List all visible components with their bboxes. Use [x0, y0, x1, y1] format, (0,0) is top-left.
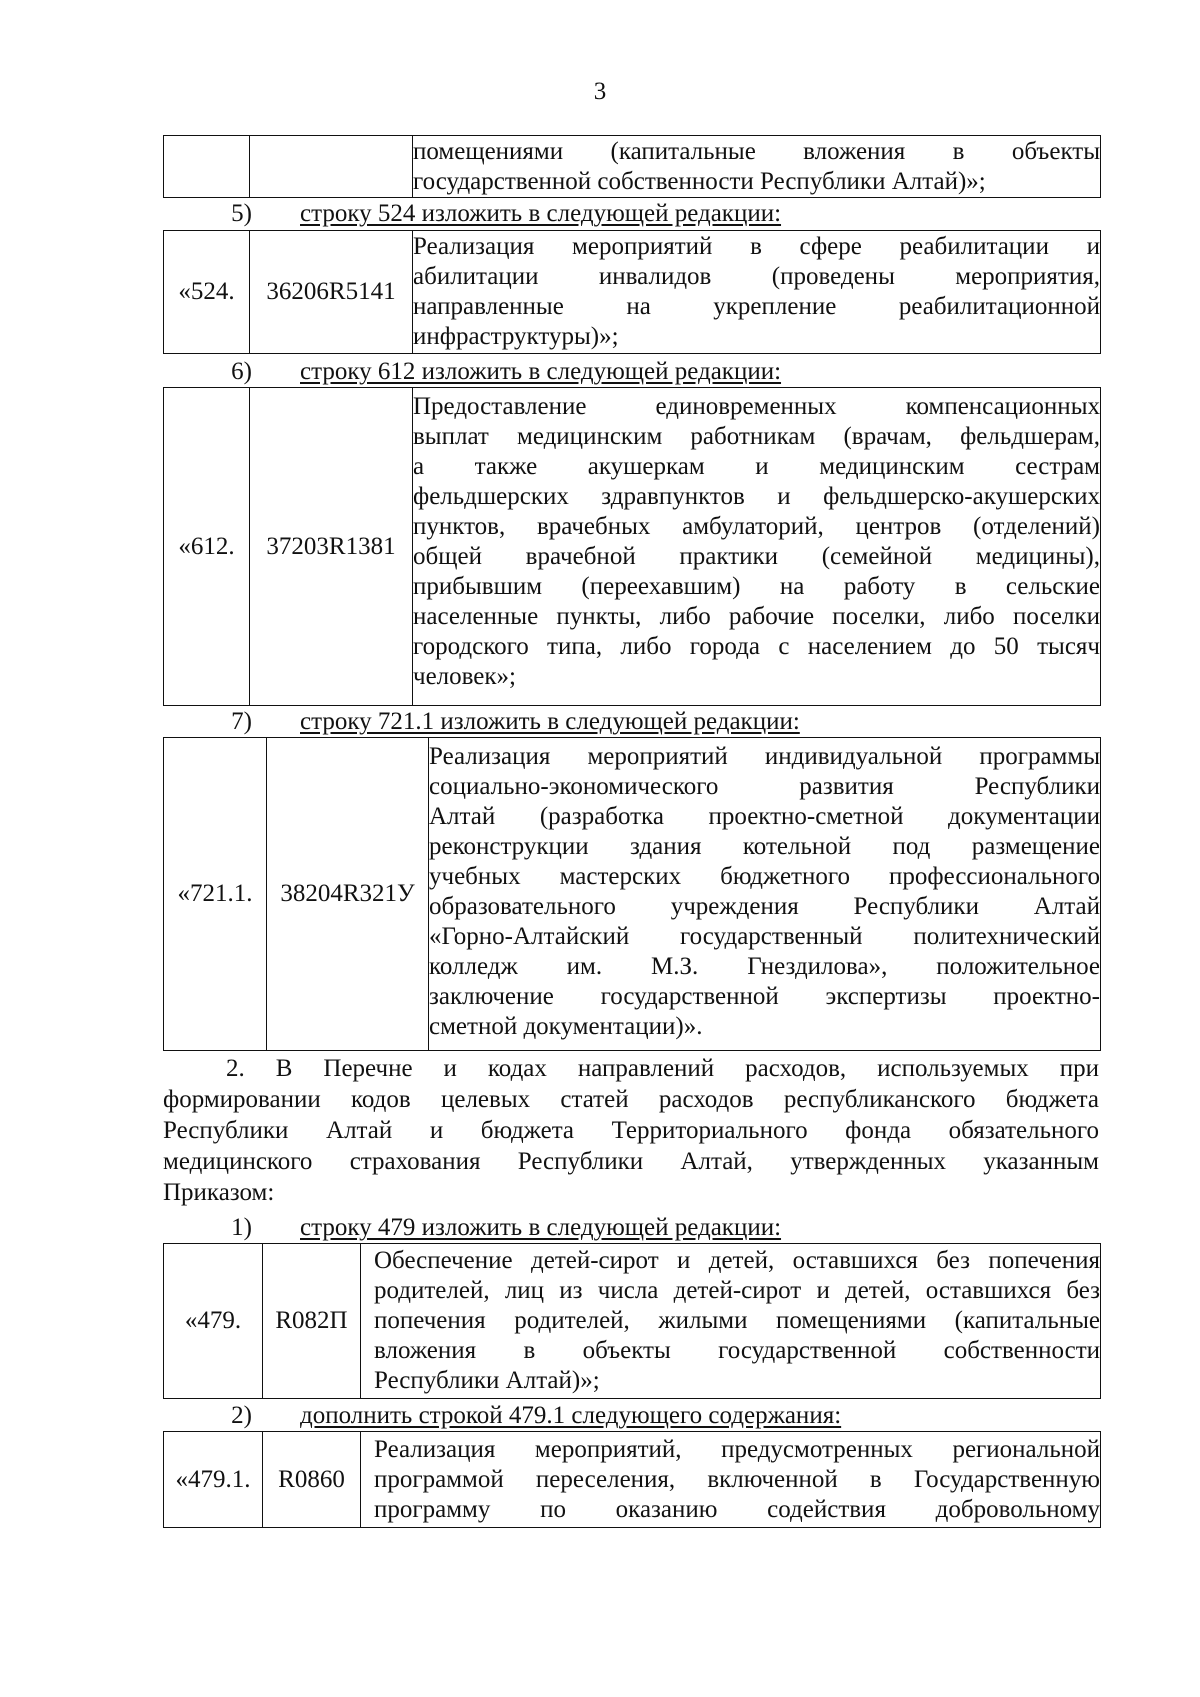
- description-line: абилитации инвалидов (проведены мероприятия,: [413, 263, 1100, 290]
- description-line: человек»;: [413, 663, 516, 690]
- table-row-524: [163, 230, 1101, 354]
- item-number: 1): [231, 1214, 252, 1241]
- paragraph-line: Республики Алтай и бюджета Территориального фонда обязательного: [163, 1117, 1099, 1144]
- table-row-721-1: [163, 737, 1101, 1051]
- row-description-cell: [429, 738, 1101, 1051]
- description-line: программой переселения, включенной в Государственную: [374, 1465, 1100, 1493]
- description-line: пунктов, врачебных амбулаторий, центров (отделений): [413, 513, 1100, 540]
- description-line: Реализация мероприятий в сфере реабилитации и: [413, 233, 1100, 260]
- row-number-cell: «721.1.: [164, 738, 267, 1051]
- description-line: Республики Алтай)»;: [374, 1367, 600, 1394]
- list-item: [0, 1401, 1200, 1431]
- row-description-cell: [361, 1244, 1101, 1399]
- item-text: строку 479 изложить в следующей редакции:: [300, 1214, 782, 1241]
- item-text: строку 721.1 изложить в следующей редакции:: [300, 708, 800, 735]
- description-line: городского типа, либо города с населением до 50 тысяч: [413, 633, 1100, 660]
- description-line: прибывшим (переехавшим) на работу в сельские: [413, 573, 1100, 600]
- description-line: сметной документации)».: [429, 1013, 703, 1040]
- row-code-cell: 37203R1381: [250, 388, 413, 706]
- description-line: инфраструктуры)»;: [413, 323, 619, 350]
- row-number-cell: «479.: [164, 1244, 263, 1399]
- description-line: колледж им. М.З. Гнездилова», положительное: [429, 953, 1100, 980]
- paragraph-line: формировании кодов целевых статей расходов республиканского бюджета: [163, 1086, 1099, 1113]
- row-description-cell: [413, 388, 1101, 706]
- description-line: попечения родителей, жилыми помещениями (капитальные: [374, 1307, 1100, 1334]
- table-row-continuation: [163, 135, 1101, 198]
- paragraph-line: 2. В Перечне и кодах направлений расходов, используемых при: [226, 1055, 1099, 1082]
- description-line: учебных мастерских бюджетного профессионального: [429, 863, 1100, 890]
- description-line: заключение государственной экспертизы проектно-: [429, 983, 1100, 1010]
- description-line: программу по оказанию содействия добровольному: [374, 1495, 1100, 1523]
- description-line: родителей, лиц из числа детей-сирот и детей, оставшихся без: [374, 1277, 1100, 1304]
- description-line: Обеспечение детей-сирот и детей, оставшихся без попечения: [374, 1247, 1100, 1274]
- row-number-cell: «479.1.: [164, 1432, 263, 1528]
- row-description-cell: [413, 231, 1101, 354]
- list-item: [0, 357, 1200, 387]
- paragraph-2: [163, 1053, 1099, 1208]
- item-text: строку 612 изложить в следующей редакции:: [300, 358, 782, 385]
- description-line: населенные пункты, либо рабочие поселки, либо поселки: [413, 603, 1100, 630]
- row-code-cell: [250, 136, 413, 198]
- page-number: 3: [593, 78, 607, 105]
- description-line: Реализация мероприятий индивидуальной программы: [429, 743, 1100, 770]
- table-row-479-1: [163, 1431, 1101, 1528]
- row-code-cell: 38204R321У: [267, 738, 429, 1051]
- row-number-cell: «524.: [164, 231, 250, 354]
- description-line: образовательного учреждения Республики Алтай: [429, 893, 1100, 920]
- list-item: [0, 707, 1200, 737]
- description-line: общей врачебной практики (семейной медицины),: [413, 543, 1100, 570]
- description-line: Предоставление единовременных компенсационных: [413, 393, 1100, 420]
- item-number: 6): [231, 358, 252, 385]
- description-line: направленные на укрепление реабилитационной: [413, 293, 1100, 320]
- list-item: [0, 199, 1200, 229]
- description-line: а также акушеркам и медицинским сестрам: [413, 453, 1100, 480]
- row-code-cell: R0860: [263, 1432, 361, 1528]
- description-line: помещениями (капитальные вложения в объекты: [413, 137, 1100, 165]
- item-number: 7): [231, 708, 252, 735]
- description-line: фельдшерских здравпунктов и фельдшерско-акушерских: [413, 483, 1100, 510]
- description-line: социально-экономического развития Республики: [429, 773, 1100, 800]
- item-text: дополнить строкой 479.1 следующего содержания:: [300, 1402, 842, 1429]
- description-line: государственной собственности Республики Алтай)»;: [413, 167, 986, 195]
- paragraph-line: Приказом:: [163, 1179, 275, 1206]
- table-row-612: [163, 387, 1101, 706]
- row-description-cell: [413, 136, 1101, 198]
- description-line: Реализация мероприятий, предусмотренных региональной: [374, 1435, 1100, 1463]
- row-code-cell: R082П: [263, 1244, 361, 1399]
- item-number: 2): [231, 1402, 252, 1429]
- description-line: «Горно-Алтайский государственный политехнический: [429, 923, 1100, 950]
- row-description-cell: [361, 1432, 1101, 1528]
- description-line: вложения в объекты государственной собственности: [374, 1337, 1100, 1364]
- item-number: 5): [231, 200, 252, 227]
- description-line: реконструкции здания котельной под размещение: [429, 833, 1100, 860]
- description-line: Алтай (разработка проектно-сметной документации: [429, 803, 1100, 830]
- row-number-cell: «612.: [164, 388, 250, 706]
- list-item: [0, 1213, 1200, 1243]
- row-code-cell: 36206R5141: [250, 231, 413, 354]
- table-row-479: [163, 1243, 1101, 1399]
- item-text: строку 524 изложить в следующей редакции:: [300, 200, 782, 227]
- paragraph-line: медицинского страхования Республики Алтай, утвержденных указанным: [163, 1148, 1099, 1175]
- row-number-cell: [164, 136, 250, 198]
- description-line: выплат медицинским работникам (врачам, фельдшерам,: [413, 423, 1100, 450]
